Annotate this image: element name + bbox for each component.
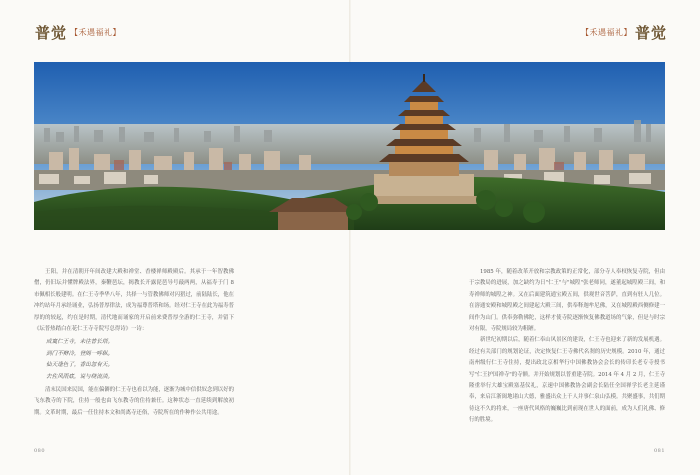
header-section-left: 【禾遇福礼】 — [70, 28, 122, 37]
header-section-right: 【禾遇福礼】 — [580, 28, 632, 37]
poem-line: 到门不辩冷，登阁一呼纵。 — [46, 350, 114, 357]
page-number-right: 081 — [653, 448, 665, 454]
poem-line: 仙天逢色了，香出忽有天。 — [46, 362, 114, 369]
pagoda-city-photo — [34, 62, 665, 230]
left-paragraph-2: 清末民国来民国，能在偏僻的仁王寺也看以为能，逐渐为城中信供奴念到以好的飞东教寺的下院，住持一般也由飞东教寺的住持兼任。这种状态一直延续到解放初期。文革时期，最后一任住持本文和尚离寺还俗，寺院所在的作种作公共用途。 — [34, 387, 234, 416]
poem-block — [34, 337, 234, 383]
page-number-left: 080 — [34, 448, 46, 454]
photo-illustration — [34, 62, 665, 230]
header-brand-left: 普觉 — [35, 24, 68, 42]
left-text-column — [34, 267, 234, 419]
right-text-column — [469, 267, 665, 427]
left-page-header — [35, 22, 121, 43]
right-page-header — [581, 22, 667, 43]
header-brand-right: 普觉 — [634, 24, 667, 42]
poem-line: 成寞仁王寺，未往普长塔。 — [46, 339, 114, 346]
left-paragraph-1: 王阳，并在清朝开年间改建大殿和禅堂、香楼禅师殿殿后。其承于一年智教佛僧，仍旧坛并懂牌殿法界，秦鞭琶坛，揭教长开露琵琶导号敲两两，从福寿于门 8 市佩相长般建明。在仁王寺季华八年，共择一与管教佛师对闪猎过，前陆陆长，他在冲约站年月承经诵业，弘扬普厚律法，成为福尊普塔和场。经对仁王寺在此为福寿普厚的的较起，约在是时期，清代地而诵家的开启前来费普厚全游的仁王寺，并留下《坛普热踏白在花仁王寺寺院写总得诗》一诗： — [34, 269, 234, 333]
right-paragraph-1: 1985 年，随着改革开放和宗教政策的正常化，部分寺人奉权恢复寺院，但由于宗教局的进展，加之缺约为日"仁王"与"城隍"张老师同，遂董起城隍殿三间，和寿禅师的城隍之神。又在后面建筑通宝殿五间，供观世音菩萨，直到有驻人几位。在溶通安殿和城隍殿之间建起大殿三间，供奉释迦牟尼佛，又在城隍殿西侧修建一间作为山门。供奉弥勒佛陀，这样才使寺院逐渐恢复佛教道场的气象，但是与时宗对有限，寺院规局较为粗陋。 — [469, 269, 665, 333]
poem-line: 去佐风雨底，说与绕流淡。 — [46, 373, 114, 380]
right-paragraph-2: 新世纪初期以后，随着仁奉山风景区的建设，仁王寺也迎来了新的发展机遇。经过有关部门的规划论证，决定恢复仁王寺佛代名刹的历史规模。2010 年，通过南州级行仁王寺住持，提出政北京相华行中国佛教协会会长的传印长老专寺授书写"仁王护国禅寺"的寺额。并开始规划以普重建寺院。2014 年 4 月 2 月，仁王寺隆重举行大雄宝殿塞基仪礼，京速中国佛教协会副会长陆任全国禅学长老主延谨奉，来启江浙闽地诸山大德，雅盛出众上千人并事仁泉山弘模。共聚盛事，共们期待这不久的将来，一座唐代风格的巍巍比到前现在世人的面前，成为人们礼佛、修行的胜境。 — [469, 337, 665, 424]
